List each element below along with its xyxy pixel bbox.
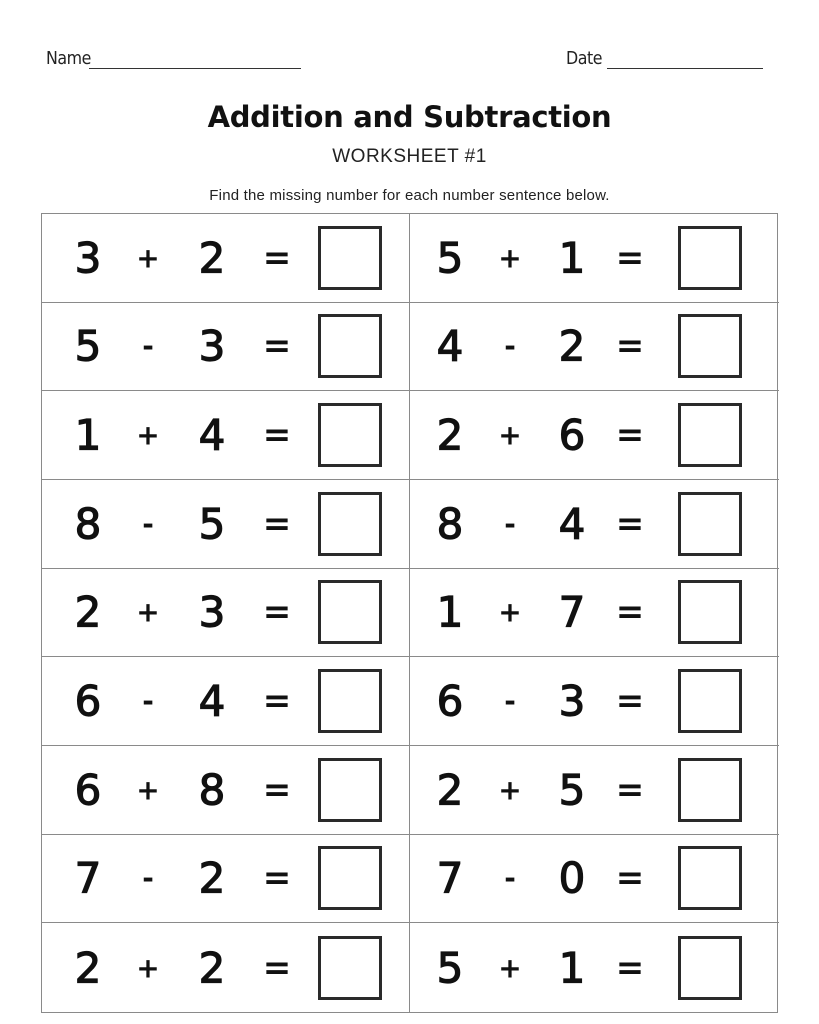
first-operand: 1 [436,587,464,637]
answer-box[interactable] [678,226,742,290]
worksheet-subtitle: WORKSHEET #1 [332,146,487,167]
first-operand: 2 [74,943,102,993]
operator-sign: - [142,507,154,541]
operator-sign: - [504,329,516,363]
equals-sign: = [262,237,292,278]
operator-sign: + [498,951,522,985]
first-operand: 8 [74,499,102,549]
date-field[interactable] [566,48,763,69]
answer-box[interactable] [318,226,382,290]
first-operand: 7 [74,853,102,903]
first-operand: 6 [436,676,464,726]
second-operand: 3 [198,587,226,637]
operator-sign: + [498,418,522,452]
name-blank-line[interactable] [89,49,301,69]
second-operand: 4 [198,676,226,726]
operator-sign: + [498,773,522,807]
operator-sign: + [136,773,160,807]
answer-box[interactable] [678,492,742,556]
second-operand: 1 [558,943,586,993]
operator-sign: + [136,418,160,452]
date-label: Date [566,48,603,69]
operator-sign: - [142,329,154,363]
answer-box[interactable] [678,846,742,910]
problem-cell [42,746,410,835]
answer-box[interactable] [678,936,742,1000]
equals-sign: = [262,415,292,456]
problem-cell [410,569,779,658]
equals-sign: = [262,503,292,544]
equals-sign: = [262,947,292,988]
equals-sign: = [262,858,292,899]
equals-sign: = [262,681,292,722]
second-operand: 6 [558,410,586,460]
first-operand: 5 [436,233,464,283]
first-operand: 6 [74,765,102,815]
first-operand: 3 [74,233,102,283]
name-label: Name [46,48,91,69]
answer-box[interactable] [318,669,382,733]
date-blank-line[interactable] [607,49,763,69]
equals-sign: = [262,769,292,810]
problem-cell [42,391,410,480]
equals-sign: = [615,592,645,633]
problem-cell [42,923,410,1012]
operator-sign: - [504,507,516,541]
second-operand: 2 [558,321,586,371]
problem-cell [410,480,779,569]
equals-sign: = [615,415,645,456]
second-operand: 2 [198,943,226,993]
operator-sign: + [136,595,160,629]
problem-cell [410,391,779,480]
first-operand: 1 [74,410,102,460]
operator-sign: - [504,684,516,718]
operator-sign: - [142,684,154,718]
equals-sign: = [615,947,645,988]
problem-cell [42,480,410,569]
second-operand: 4 [558,499,586,549]
second-operand: 8 [198,765,226,815]
answer-box[interactable] [678,314,742,378]
first-operand: 4 [436,321,464,371]
first-operand: 2 [436,410,464,460]
second-operand: 3 [198,321,226,371]
equals-sign: = [615,326,645,367]
problem-cell [42,303,410,392]
second-operand: 5 [198,499,226,549]
problem-cell [410,303,779,392]
answer-box[interactable] [318,936,382,1000]
second-operand: 4 [198,410,226,460]
instructions: Find the missing number for each number sentence below. [209,187,610,204]
worksheet-title: Addition and Subtraction [207,100,612,134]
operator-sign: + [136,241,160,275]
problem-cell [42,657,410,746]
first-operand: 2 [436,765,464,815]
answer-box[interactable] [318,580,382,644]
equals-sign: = [262,592,292,633]
answer-box[interactable] [318,403,382,467]
answer-box[interactable] [678,580,742,644]
operator-sign: + [498,595,522,629]
problem-cell [410,214,779,303]
first-operand: 7 [436,853,464,903]
operator-sign: - [504,861,516,895]
second-operand: 0 [558,853,586,903]
equals-sign: = [615,237,645,278]
second-operand: 1 [558,233,586,283]
name-field[interactable] [46,48,301,69]
answer-box[interactable] [678,669,742,733]
equals-sign: = [615,681,645,722]
second-operand: 2 [198,853,226,903]
problem-cell [410,657,779,746]
first-operand: 5 [436,943,464,993]
second-operand: 2 [198,233,226,283]
answer-box[interactable] [318,846,382,910]
first-operand: 6 [74,676,102,726]
problem-cell [42,835,410,924]
first-operand: 2 [74,587,102,637]
problem-cell [410,835,779,924]
operator-sign: + [498,241,522,275]
equals-sign: = [262,326,292,367]
answer-box[interactable] [318,314,382,378]
problem-cell [410,746,779,835]
first-operand: 5 [74,321,102,371]
problem-grid [41,213,778,1013]
problem-cell [42,214,410,303]
equals-sign: = [615,503,645,544]
first-operand: 8 [436,499,464,549]
second-operand: 5 [558,765,586,815]
operator-sign: - [142,861,154,895]
answer-box[interactable] [318,492,382,556]
answer-box[interactable] [678,403,742,467]
answer-box[interactable] [318,758,382,822]
problem-cell [410,923,779,1012]
problem-cell [42,569,410,658]
operator-sign: + [136,951,160,985]
answer-box[interactable] [678,758,742,822]
equals-sign: = [615,858,645,899]
second-operand: 3 [558,676,586,726]
second-operand: 7 [558,587,586,637]
equals-sign: = [615,769,645,810]
